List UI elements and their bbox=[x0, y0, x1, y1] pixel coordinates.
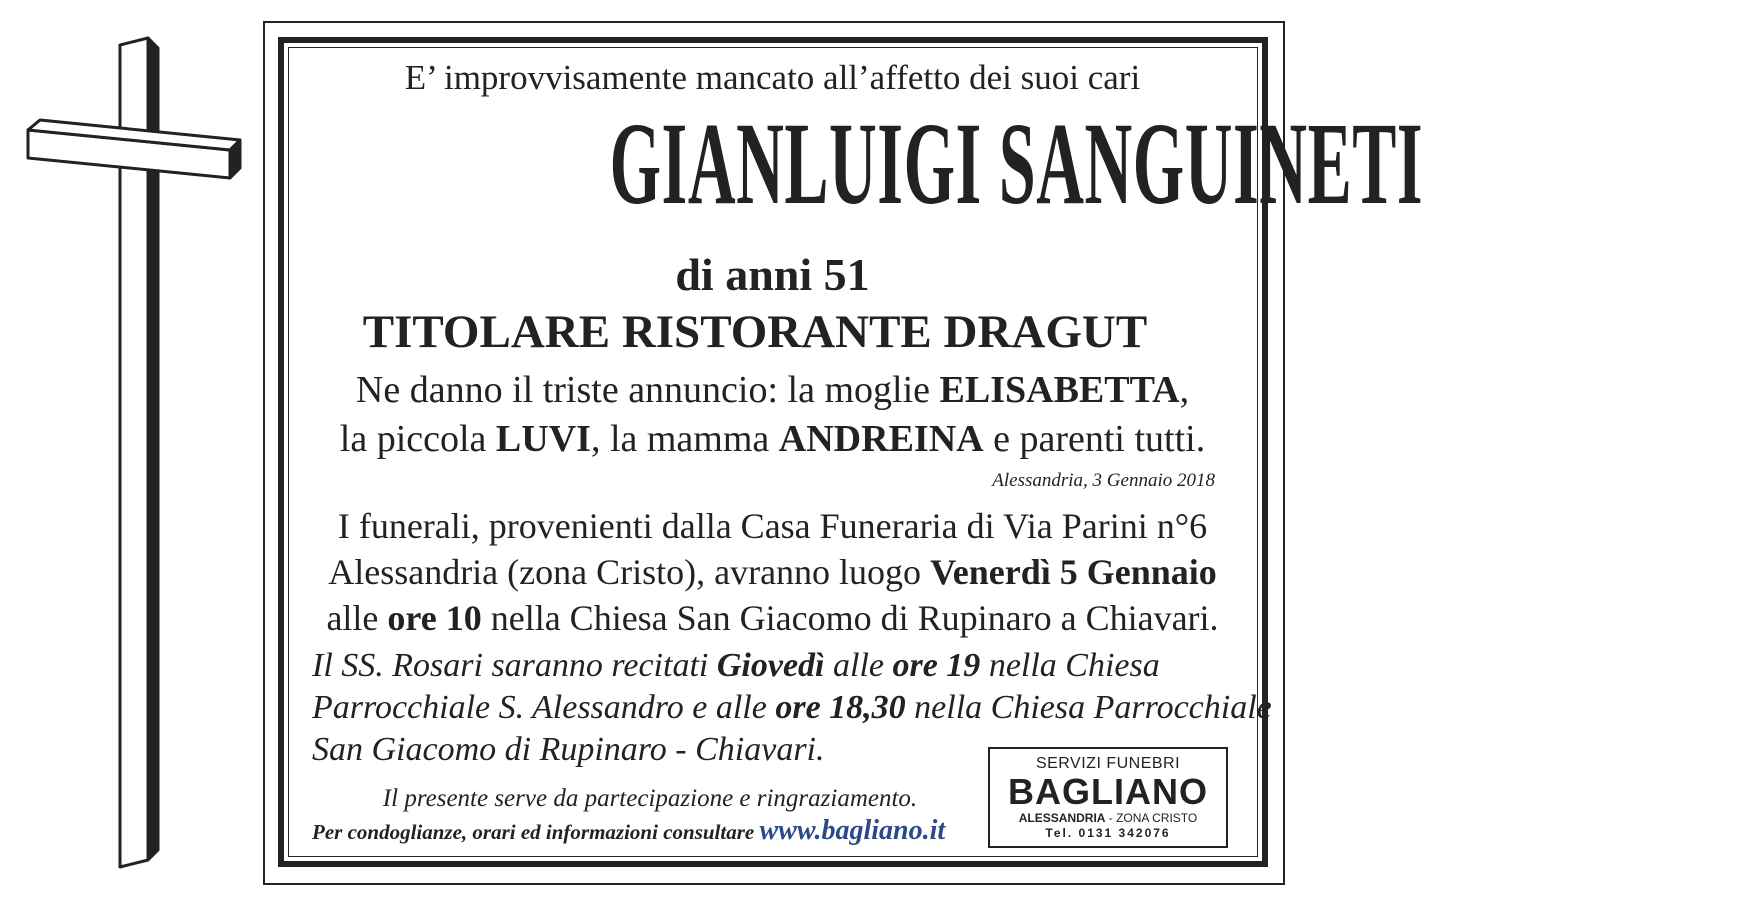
age-text: di anni 51 bbox=[675, 249, 870, 300]
date-text: Alessandria, 3 Gennaio 2018 bbox=[992, 470, 1215, 491]
announcement-line-2: la piccola LUVI, la mamma ANDREINA e parenti tutti. bbox=[339, 418, 1206, 460]
funeral-service-logo bbox=[988, 747, 1228, 848]
rosary-line-1: Il SS. Rosari saranno recitati Giovedì alle ore 19 nella Chiesa bbox=[312, 647, 1160, 684]
announcement-line-1: Ne danno il triste annuncio: la moglie ELISABETTA, bbox=[355, 369, 1190, 411]
logo-subtitle: SERVIZI FUNEBRI bbox=[1035, 755, 1181, 772]
logo-brand: BAGLIANO bbox=[1008, 771, 1208, 812]
intro-text: E’ improvvisamente mancato all’affetto dei suoi cari bbox=[404, 58, 1141, 97]
logo-location: ALESSANDRIA - ZONA CRISTO bbox=[1018, 811, 1198, 825]
rosary-line-2: Parrocchiale S. Alessandro e alle ore 18,30 nella Chiesa Parrocchiale bbox=[312, 689, 1272, 726]
funeral-line-1: I funerali, provenienti dalla Casa Funeraria di Via Parini n°6 bbox=[337, 506, 1208, 546]
thanks-text: Il presente serve da partecipazione e ringraziamento. bbox=[382, 785, 918, 812]
cross-icon bbox=[20, 30, 250, 875]
funeral-line-2: Alessandria (zona Cristo), avranno luogo Venerdì 5 Gennaio bbox=[328, 552, 1217, 592]
rosary-line-3: San Giacomo di Rupinaro - Chiavari. bbox=[312, 731, 825, 768]
funeral-line-3: alle ore 10 nella Chiesa San Giacomo di Rupinaro a Chiavari. bbox=[326, 598, 1219, 638]
contact-line: Per condoglianze, orari ed informazioni consultare www.bagliano.it bbox=[312, 815, 946, 846]
job-title: TITOLARE RISTORANTE DRAGUT bbox=[362, 306, 1148, 358]
logo-phone: Tel. 0131 342076 bbox=[1045, 826, 1171, 840]
deceased-name: GIANLUIGI SANGUINETI bbox=[609, 98, 1424, 229]
website-link[interactable]: www.bagliano.it bbox=[759, 815, 946, 846]
